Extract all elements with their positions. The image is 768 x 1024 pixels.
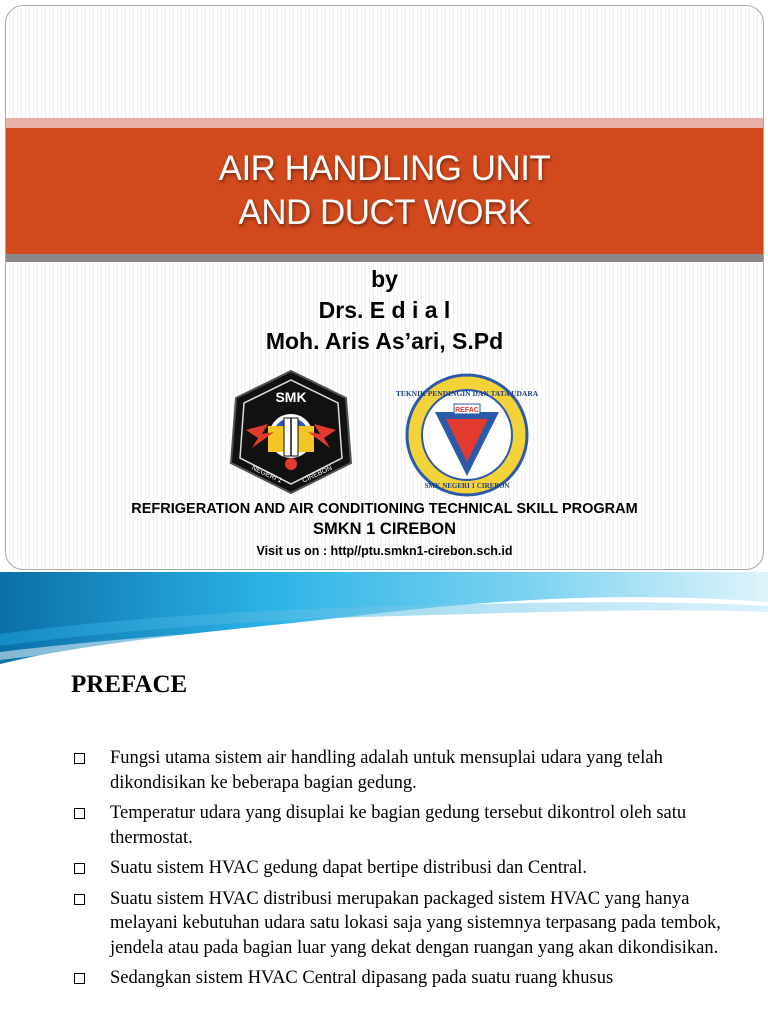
refac-ring-text: TEKNIK PENDINGIN DAN TATA UDARA [395,389,539,398]
preface-bullet-list [71,746,751,997]
title-band-bottom-stripe [6,254,763,262]
program-name: REFRIGERATION AND AIR CONDITIONING TECHNICAL SKILL PROGRAM [131,501,638,517]
title-band [6,128,763,254]
author-1: Drs. E d i a l [318,297,451,323]
author-2: Moh. Aris As’ari, S.Pd [265,328,504,354]
list-item [71,856,751,881]
slide-title-line2: AND DUCT WORK [238,193,531,232]
list-item [71,887,751,961]
wave-divider [0,572,768,668]
smk-logo-bottom-left-text: NEGERI 1 [250,464,283,485]
bullet-text: Fungsi utama sistem air handling adalah untuk mensuplai udara yang telah dikondisikan ke beberapa bagian gedung. [110,748,663,793]
checkbox-bullet-icon [74,894,85,905]
checkbox-bullet-icon [74,973,85,984]
title-slide [5,5,764,570]
list-item [71,746,751,795]
slide-title-line1: AIR HANDLING UNIT [218,149,551,188]
preface-heading: PREFACE [71,671,188,698]
smk-logo-icon [226,368,356,498]
bullet-text: Sedangkan sistem HVAC Central dipasang pada suatu ruang khusus [110,968,614,988]
list-item [71,966,751,991]
checkbox-bullet-icon [74,808,85,819]
smk-logo-bottom-right-text: CIREBON [301,464,334,485]
refac-inner-label: REFAC [455,407,479,414]
bullet-text: Suatu sistem HVAC distribusi merupakan packaged sistem HVAC yang hanya melayani kebutuhan udara satu lokasi saja yang sistemnya terpasang pada tembok, jendela atau pada bagian luar yang dekat dengan ruangan yang akan dikondisikan. [110,888,721,958]
title-band-top-stripe [6,118,763,128]
visit-link[interactable]: Visit us on : http//ptu.smkn1-cirebon.sch.id [256,544,513,558]
list-item [71,801,751,850]
smk-logo-top-text: SMK [275,389,307,405]
bullet-text: Temperatur udara yang disuplai ke bagian gedung tersebut dikontrol oleh satu thermostat. [110,803,687,848]
bullet-text: Suatu sistem HVAC gedung dapat bertipe distribusi dan Central. [110,858,587,878]
school-name: SMKN 1 CIREBON [312,520,456,538]
checkbox-bullet-icon [74,753,85,764]
refac-logo-icon [395,372,539,498]
by-label: by [371,266,398,292]
checkbox-bullet-icon [74,863,85,874]
refac-bottom-text: SMK NEGERI 1 CIREBON [424,482,510,490]
